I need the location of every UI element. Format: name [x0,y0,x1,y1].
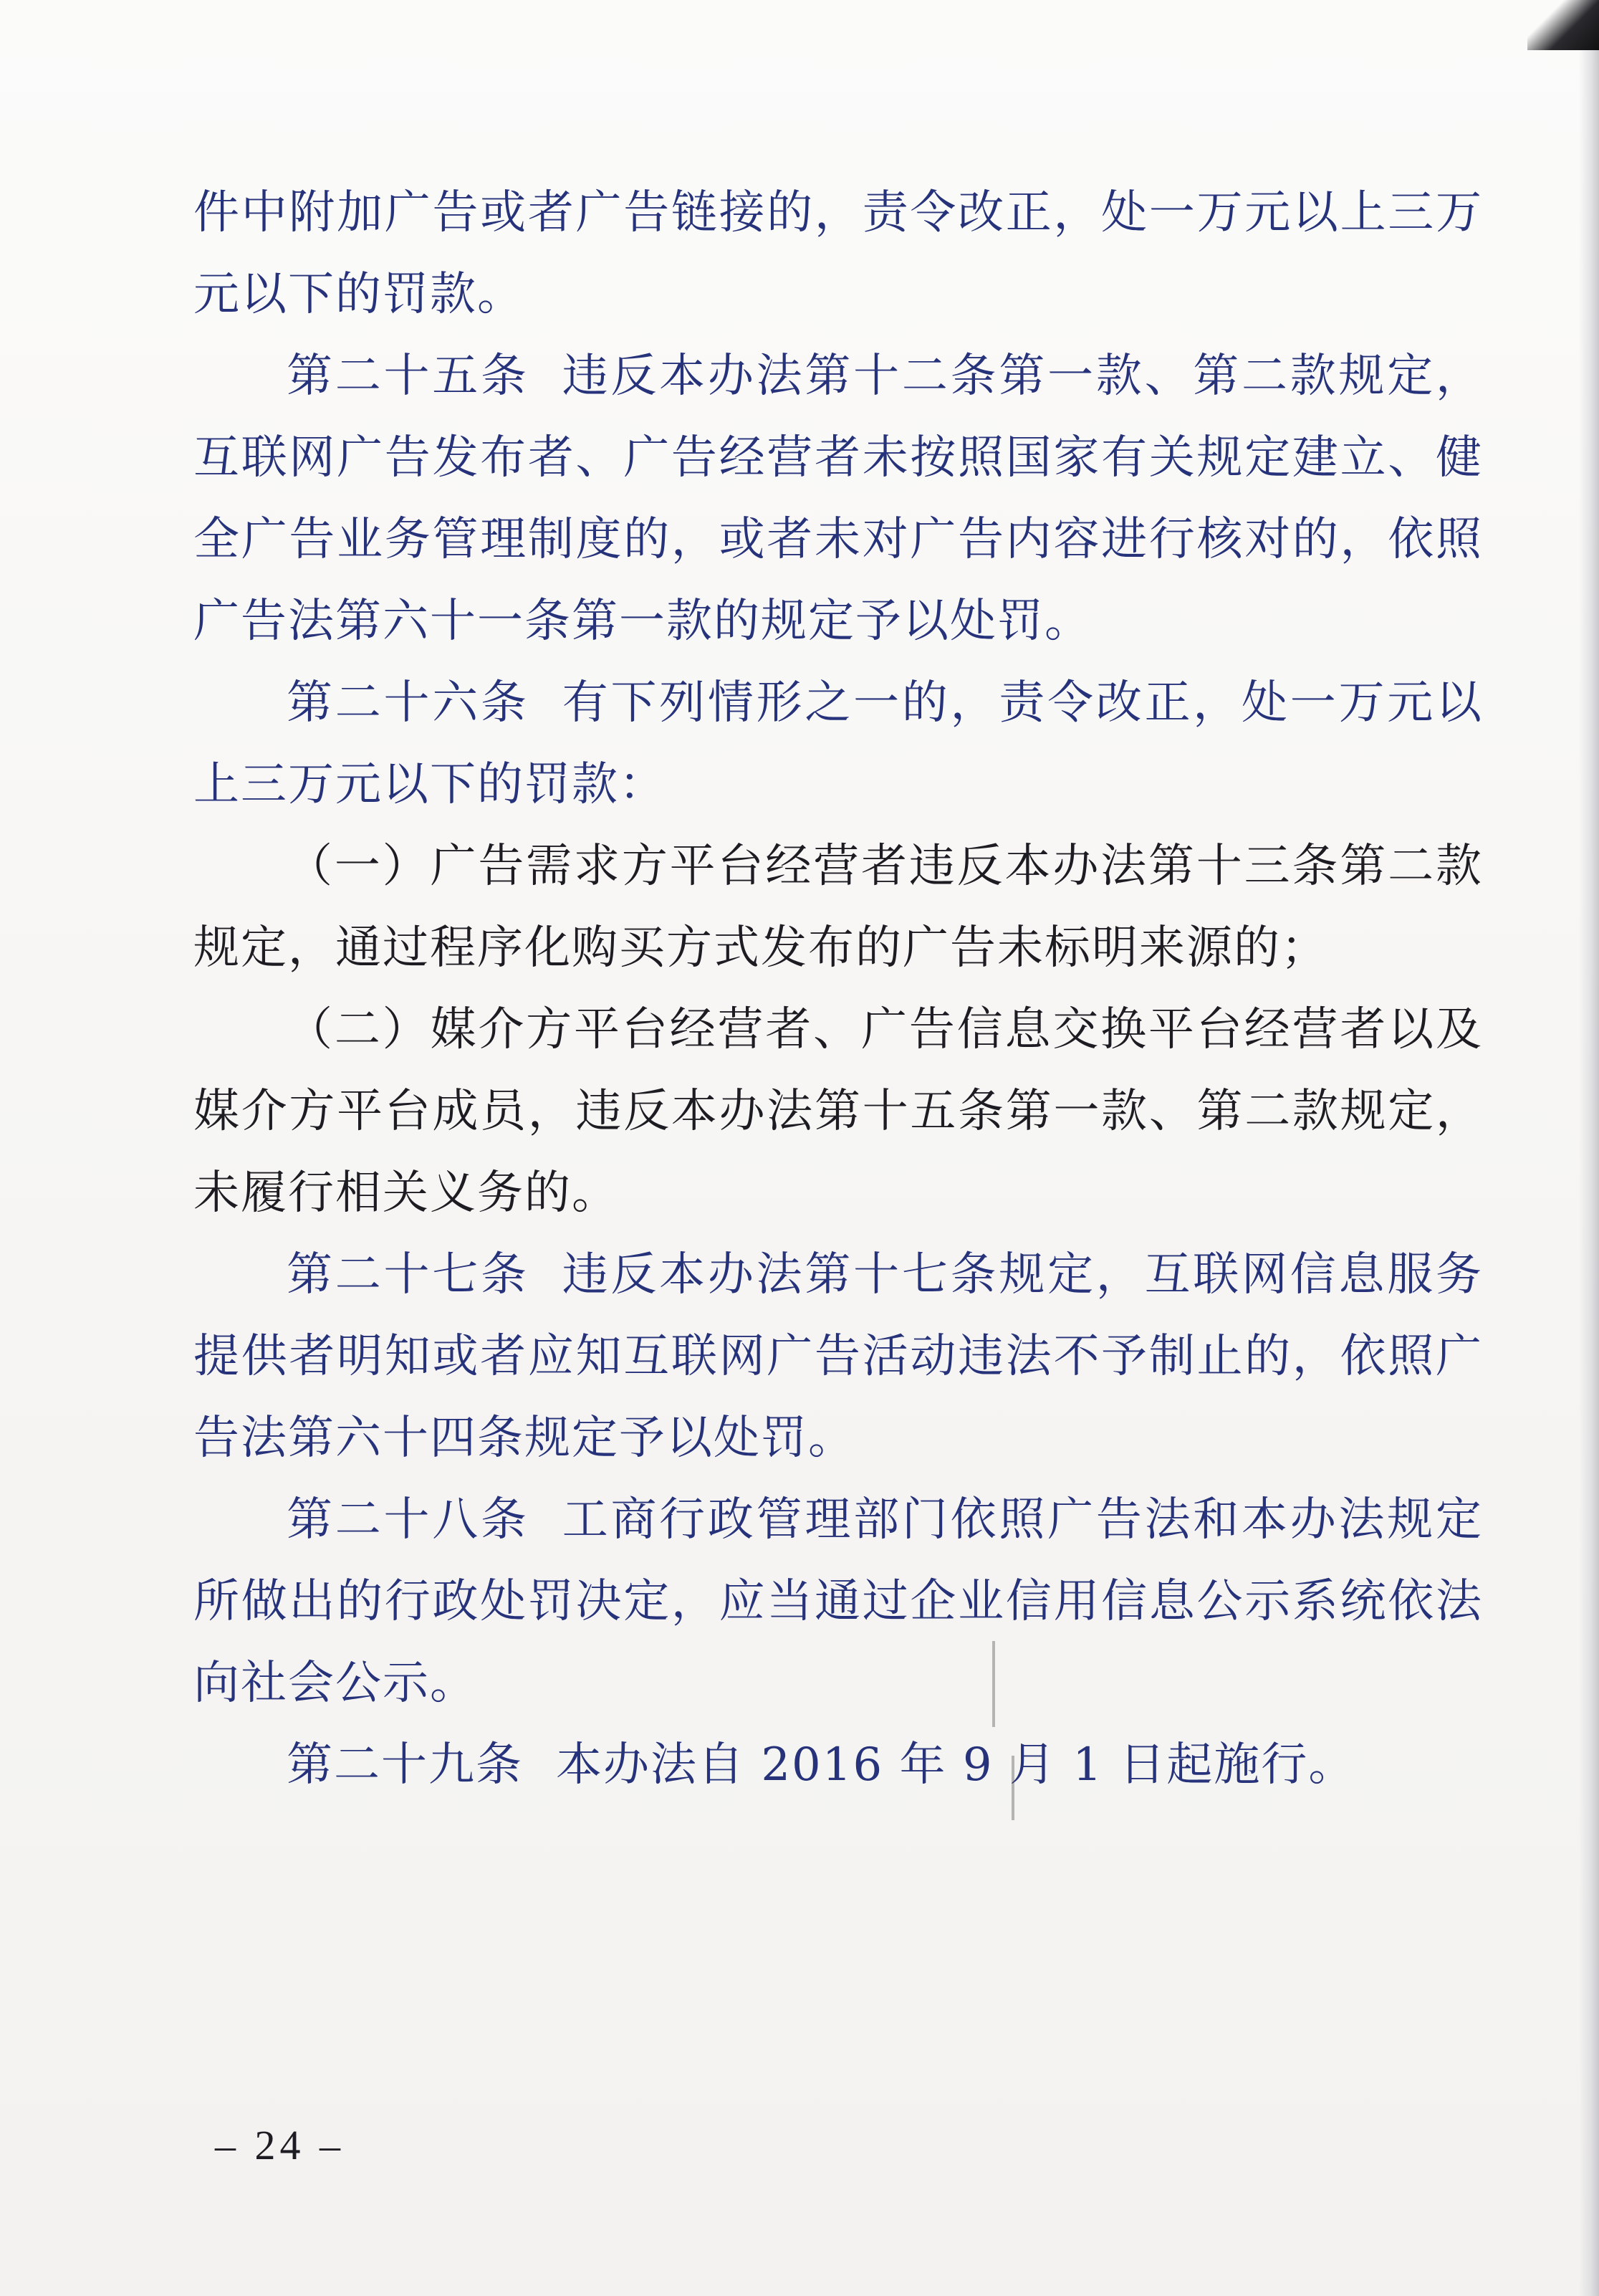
scan-artifact-line [1012,1756,1014,1820]
article-26-item-1 [193,826,1483,989]
article-26-item-2 [193,989,1483,1234]
article-text: 工商行政管理部门依照广告法和本办法规定所做出的行政处罚决定，应当通过企业信用信息公示系统依法向社会公示。 [193,1493,1484,1710]
article-text: 有下列情形之一的，责令改正，处一万元以上三万元以下的罚款： [193,676,1484,811]
scan-artifact-line [992,1641,995,1727]
page-corner-shadow [1527,0,1599,50]
article-25 [193,335,1483,662]
article-text: 本办法自 2016 年 9 月 1 日起施行。 [556,1738,1356,1792]
article-heading: 第二十九条 [287,1738,523,1792]
article-27 [193,1234,1483,1479]
list-item-text: （二）媒介方平台经营者、广告信息交换平台经营者以及媒介方平台成员，违反本办法第十五条第一款、第二款规定，未履行相关义务的。 [193,1003,1483,1220]
page-edge-shadow [1579,0,1599,2296]
article-heading: 第二十五条 [287,350,529,403]
article-text: 违反本办法第十七条规定，互联网信息服务提供者明知或者应知互联网广告活动违法不予制止的，依照广告法第六十四条规定予以处罚。 [193,1248,1484,1465]
paragraph-continuation [193,172,1483,335]
article-heading: 第二十七条 [287,1248,529,1301]
page-number: – 24 – [215,2122,345,2168]
article-heading: 第二十八条 [287,1493,529,1546]
article-26 [193,662,1483,826]
article-heading: 第二十六条 [287,676,529,730]
list-item-text: （一）广告需求方平台经营者违反本办法第十三条第二款规定，通过程序化购买方式发布的广告未标明来源的； [193,840,1483,975]
article-text: 违反本办法第十二条第一款、第二款规定，互联网广告发布者、广告经营者未按照国家有关规定建立、健全广告业务管理制度的，或者未对广告内容进行核对的，依照广告法第六十一条第一款的规定予以处罚。 [193,350,1484,648]
article-28 [193,1479,1483,1724]
article-29 [193,1724,1483,1806]
paragraph-text: 件中附加广告或者广告链接的，责令改正，处一万元以上三万元以下的罚款。 [193,186,1483,321]
document-body [193,172,1483,1806]
